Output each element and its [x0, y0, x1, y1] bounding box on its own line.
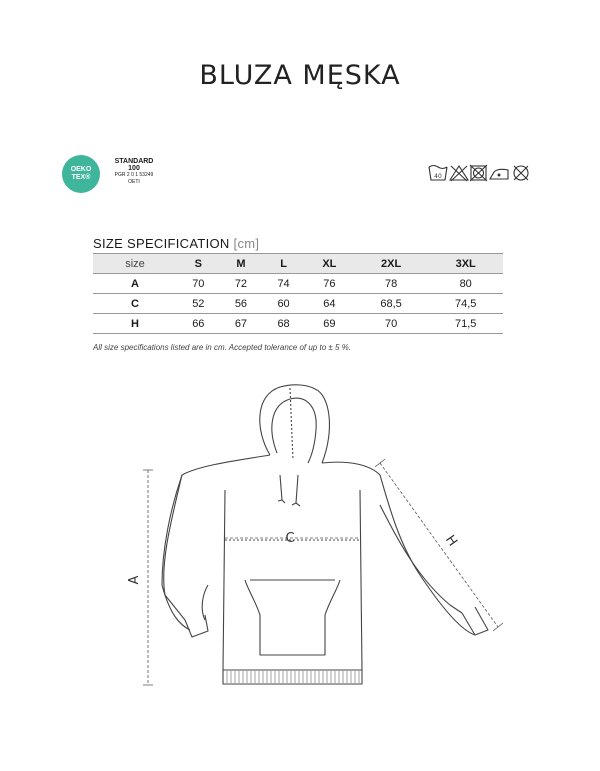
- header-cell: S: [177, 254, 220, 274]
- oeko-tex-logo: [62, 155, 100, 193]
- label-h: H: [441, 532, 460, 550]
- table-cell: 80: [428, 274, 503, 294]
- table-cell: 64: [305, 294, 354, 314]
- label-c: C: [285, 531, 295, 546]
- table-cell: 76: [305, 274, 354, 294]
- oeko-logo-line1: OEKO: [70, 166, 92, 173]
- oeko-tex-badge: [62, 155, 182, 195]
- header-cell: M: [220, 254, 263, 274]
- table-cell: 68: [262, 314, 305, 334]
- table-row: [93, 274, 503, 294]
- table-row: [93, 294, 503, 314]
- header-cell: size: [93, 254, 177, 274]
- table-cell: 72: [220, 274, 263, 294]
- oeko-logo-line2: TEX®: [71, 174, 91, 181]
- header-cell: 2XL: [354, 254, 429, 274]
- hoodie-outline: [162, 385, 488, 684]
- no-tumble-dry-icon: [470, 165, 487, 181]
- table-cell: 70: [354, 314, 429, 334]
- header-cell: L: [262, 254, 305, 274]
- table-cell: 69: [305, 314, 354, 334]
- wash-temp-label: 40: [434, 173, 442, 180]
- wash-40-icon: [429, 166, 447, 181]
- iron-icon: [490, 169, 508, 179]
- table-cell: 66: [177, 314, 220, 334]
- table-cell: 67: [220, 314, 263, 334]
- table-header-row: [93, 254, 503, 274]
- size-table: [93, 253, 503, 334]
- oeko-number: 100: [128, 165, 140, 172]
- table-cell: 71,5: [428, 314, 503, 334]
- table-cell: 60: [262, 294, 305, 314]
- table-cell: 78: [354, 274, 429, 294]
- hoodie-diagram: [127, 375, 510, 705]
- oeko-standard: STANDARD: [114, 158, 154, 165]
- tolerance-note: All size specifications listed are in cm. Accepted tolerance of up to ± 5 %.: [93, 343, 351, 352]
- row-label: A: [93, 274, 177, 294]
- table-cell: 74,5: [428, 294, 503, 314]
- row-label: C: [93, 294, 177, 314]
- spec-heading-unit: [cm]: [233, 236, 260, 251]
- care-symbols: [428, 163, 533, 183]
- page-title: BLUZA MĘSKA: [199, 60, 401, 91]
- label-a: A: [127, 575, 142, 585]
- no-dry-clean-icon: [514, 166, 528, 180]
- oeko-inst: OETI: [128, 179, 140, 185]
- table-cell: 52: [177, 294, 220, 314]
- table-row: [93, 314, 503, 334]
- header-cell: 3XL: [428, 254, 503, 274]
- table-cell: 70: [177, 274, 220, 294]
- row-label: H: [93, 314, 177, 334]
- spec-heading: [93, 236, 259, 251]
- dimension-h: [375, 459, 503, 631]
- table-cell: 68,5: [354, 294, 429, 314]
- table-cell: 74: [262, 274, 305, 294]
- spec-heading-text: SIZE SPECIFICATION: [93, 236, 230, 251]
- table-cell: 56: [220, 294, 263, 314]
- no-bleach-icon: [450, 166, 468, 181]
- oeko-cert: PGR 2 0 1 53249: [114, 172, 154, 178]
- header-cell: XL: [305, 254, 354, 274]
- oeko-tex-text: [103, 158, 165, 186]
- waistband-ribbing: [227, 671, 359, 683]
- dimension-a: [143, 470, 153, 685]
